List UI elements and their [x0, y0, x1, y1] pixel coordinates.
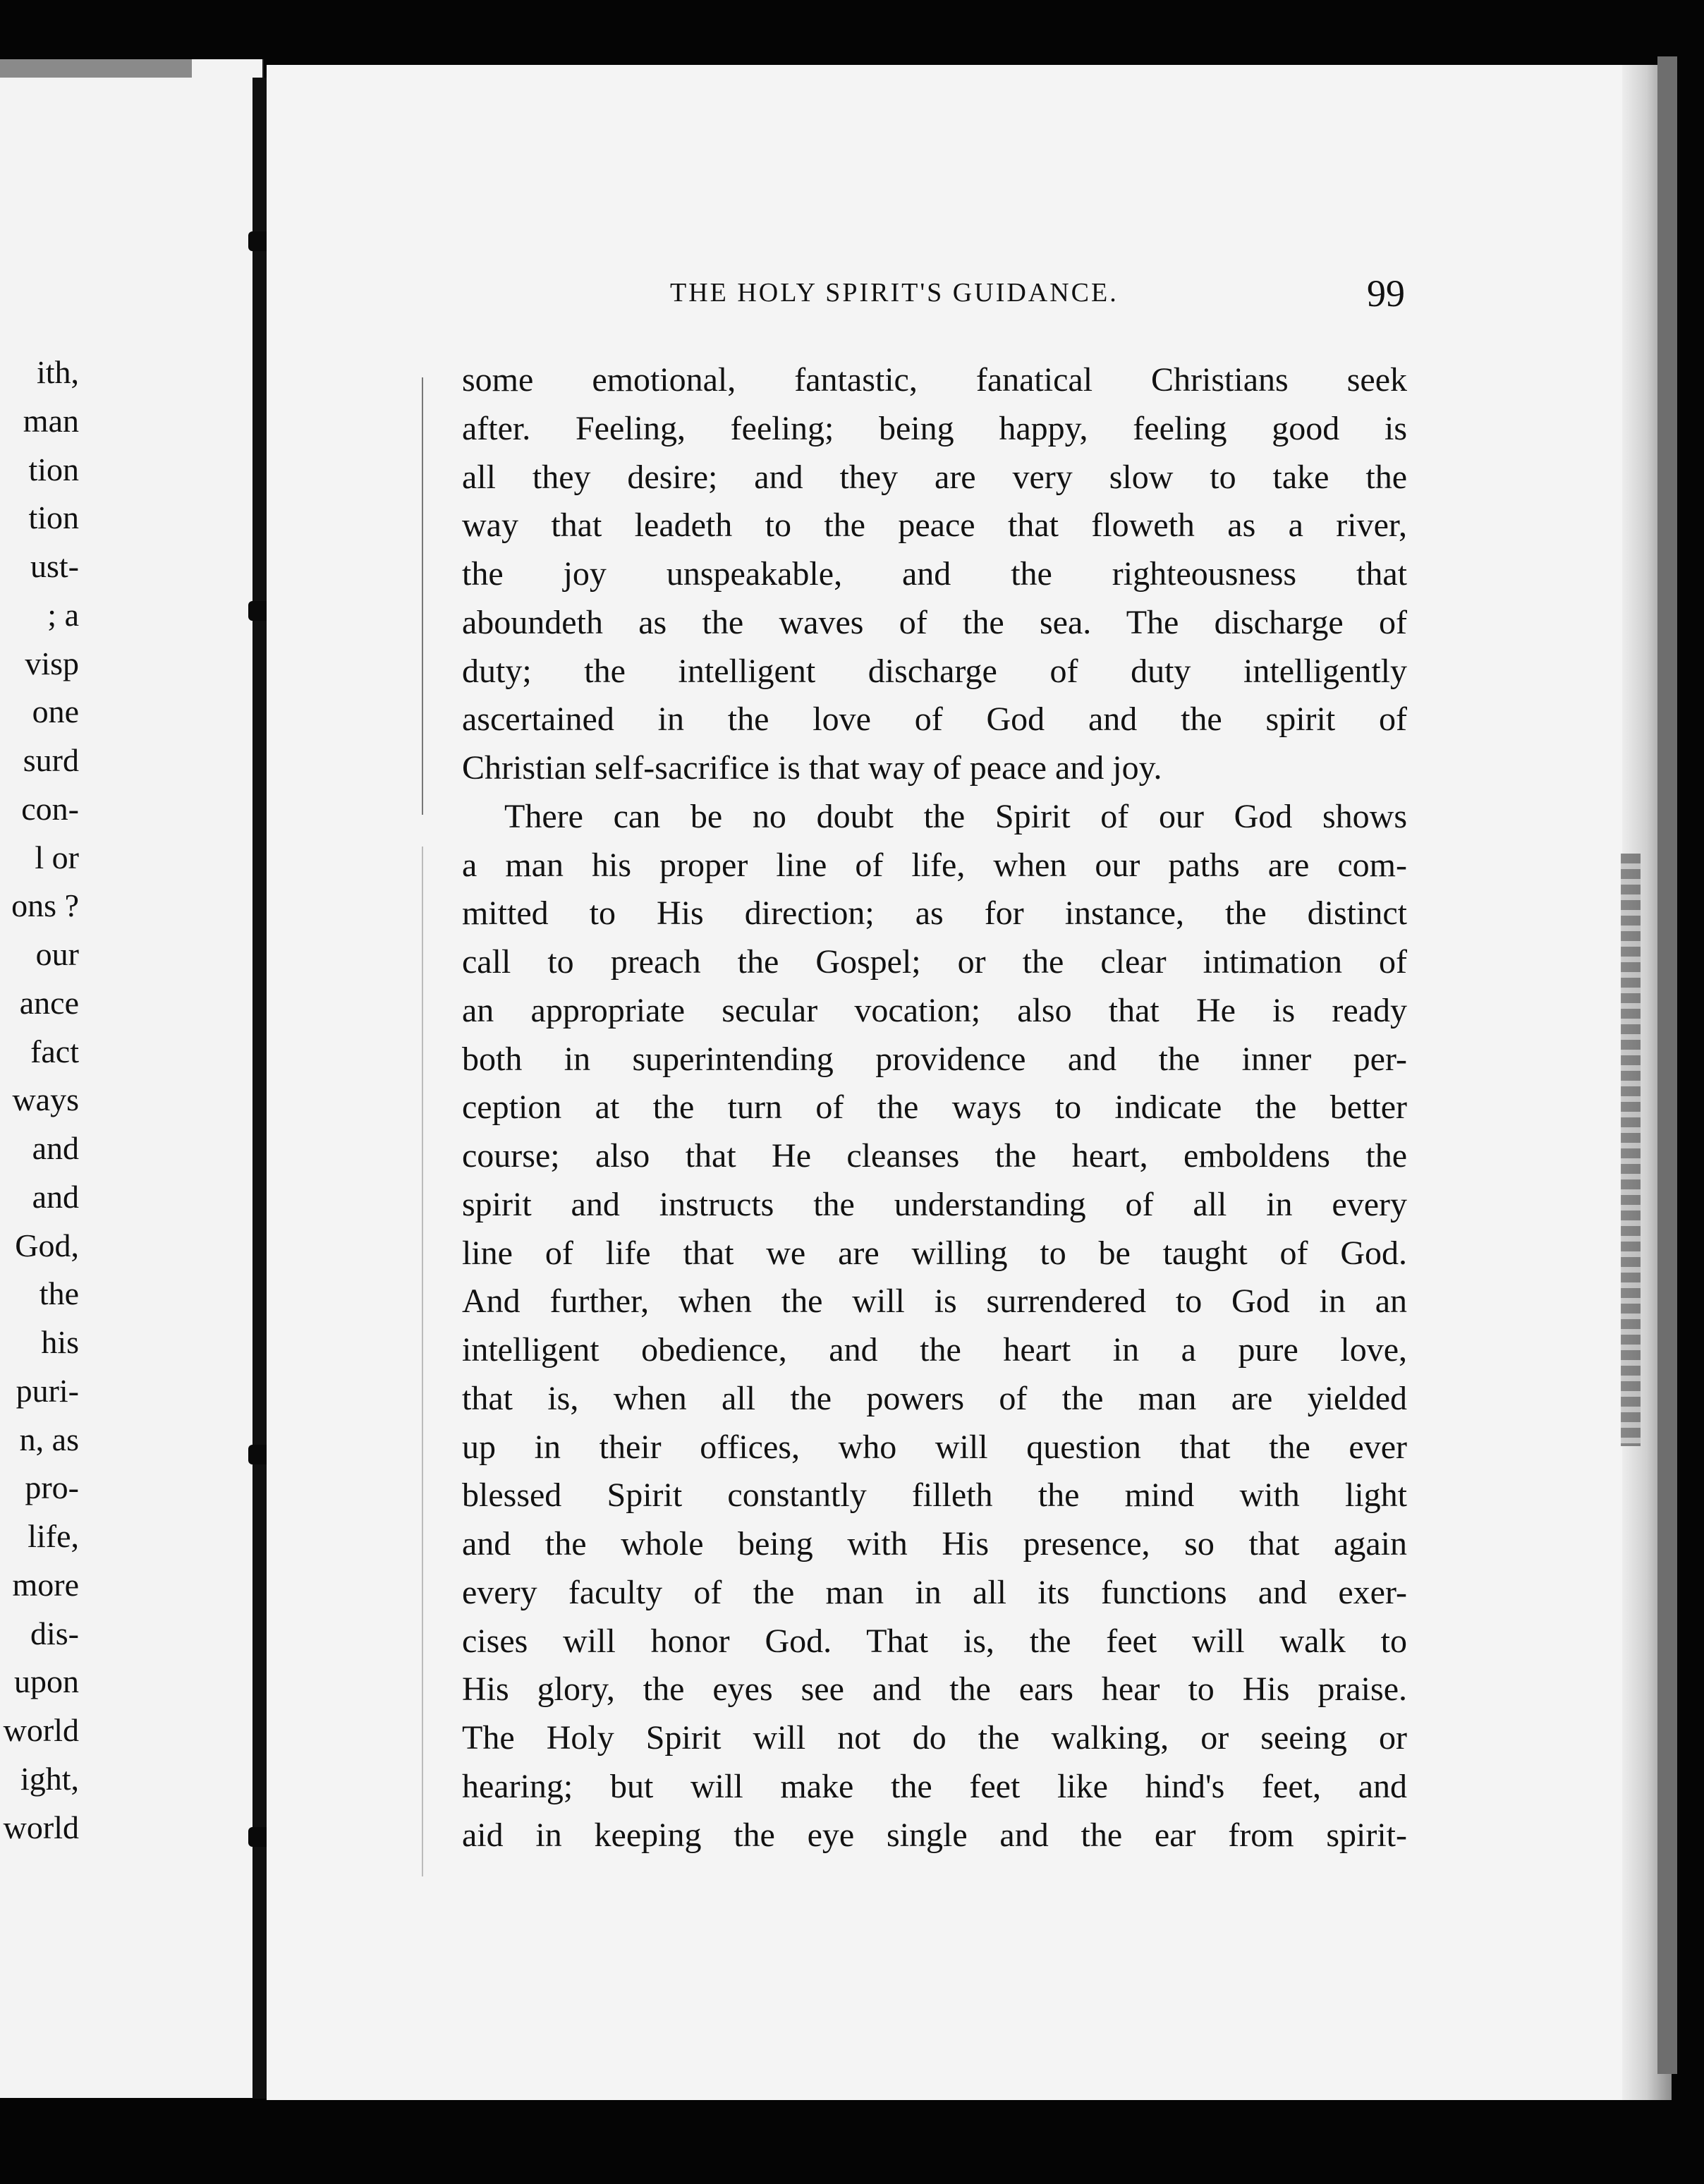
left-page-fragment: ight, [20, 1760, 79, 1797]
left-page-fragment: surd [23, 742, 79, 778]
text-line: aid in keeping the eye single and the ear from spirit- [462, 1816, 1407, 1854]
edge-stamp [1621, 854, 1641, 1446]
text-line: that is, when all the powers of the man are yielded [462, 1379, 1407, 1417]
left-page-fragment: more [12, 1566, 79, 1603]
left-page-fragment: world [3, 1809, 79, 1845]
text-line: a man his proper line of life, when our paths are com- [462, 846, 1407, 884]
body-text [462, 356, 1407, 1860]
left-page-fragment: n, as [19, 1421, 79, 1457]
left-page-fragment: man [23, 402, 79, 439]
left-page-fragment: dis- [30, 1615, 79, 1651]
text-line: The Holy Spirit will not do the walking, or seeing or [462, 1719, 1407, 1757]
text-line: and the whole being with His presence, so that again [462, 1525, 1407, 1563]
text-line: His glory, the eyes see and the ears hear to His praise. [462, 1670, 1407, 1709]
text-line: both in superintending providence and the inner per- [462, 1040, 1407, 1078]
left-page-fragment: visp [25, 645, 79, 681]
left-page-fragment: ance [19, 984, 79, 1021]
text-line: duty; the intelligent discharge of duty intelligently [462, 652, 1407, 690]
text-line: spirit and instructs the understanding of all in every [462, 1185, 1407, 1223]
left-page-fragment: and [32, 1178, 79, 1215]
text-line: all they desire; and they are very slow to take the [462, 458, 1407, 496]
text-line: an appropriate secular vocation; also that He is ready [462, 991, 1407, 1029]
book-block-edge [1657, 56, 1677, 2074]
left-page-fragment: puri- [16, 1372, 79, 1409]
text-line: aboundeth as the waves of the sea. The discharge of [462, 603, 1407, 641]
left-page-text-fragments [0, 59, 79, 2098]
left-page-fragment: God, [15, 1227, 79, 1263]
text-line: hearing; but will make the feet like hind's feet, and [462, 1767, 1407, 1805]
left-page-fragment: and [32, 1130, 79, 1166]
text-line: after. Feeling, feeling; being happy, feeling good is [462, 409, 1407, 447]
left-page-fragment: ; a [47, 596, 79, 633]
left-page-fragment: fact [30, 1033, 79, 1069]
text-line: line of life that we are willing to be taught of God. [462, 1234, 1407, 1272]
text-line: mitted to His direction; as for instance, the distinct [462, 894, 1407, 933]
margin-pencil-mark [422, 377, 423, 815]
left-page-fragment: one [32, 693, 79, 730]
left-page-fragment: the [39, 1275, 79, 1312]
text-line: There can be no doubt the Spirit of our God shows [504, 797, 1407, 835]
left-page-top-edge [0, 59, 192, 78]
left-page-fragment: pro- [25, 1469, 79, 1506]
text-line: And further, when the will is surrendered to God in an [462, 1282, 1407, 1321]
left-page [0, 59, 264, 2098]
left-page-fragment: ons ? [11, 887, 79, 924]
page-number: 99 [1367, 272, 1405, 315]
text-line: blessed Spirit constantly filleth the mind with light [462, 1476, 1407, 1515]
margin-pencil-mark [422, 847, 423, 1876]
left-page-fragment: tion [28, 499, 79, 536]
text-line: some emotional, fantastic, fanatical Christians seek [462, 361, 1407, 399]
text-line: Christian self-sacrifice is that way of peace and joy. [462, 749, 1162, 787]
left-page-fragment: world [3, 1712, 79, 1748]
left-page-fragment: ith, [36, 354, 79, 390]
left-page-fragment: ust- [30, 548, 79, 584]
left-page-fragment: life, [28, 1518, 79, 1554]
left-page-fragment: his [41, 1324, 79, 1360]
left-page-fragment: con- [21, 790, 79, 827]
text-line: intelligent obedience, and the heart in a pure love, [462, 1331, 1407, 1369]
left-page-fragment: ways [12, 1081, 79, 1118]
left-page-fragment: l or [35, 839, 79, 875]
text-line: course; also that He cleanses the heart, emboldens the [462, 1137, 1407, 1175]
text-line: call to preach the Gospel; or the clear intimation of [462, 943, 1407, 981]
left-page-fragment: our [35, 936, 79, 972]
text-line: ascertained in the love of God and the spirit of [462, 700, 1407, 739]
running-head: THE HOLY SPIRIT'S GUIDANCE. [670, 278, 1119, 308]
text-line: ception at the turn of the ways to indicate the better [462, 1088, 1407, 1127]
text-line: the joy unspeakable, and the righteousness that [462, 555, 1407, 593]
text-line: cises will honor God. That is, the feet will walk to [462, 1622, 1407, 1660]
book-gutter [252, 78, 267, 2099]
left-page-fragment: upon [14, 1663, 79, 1700]
text-line: up in their offices, who will question that the ever [462, 1428, 1407, 1466]
left-page-fragment: tion [28, 451, 79, 487]
text-line: way that leadeth to the peace that floweth as a river, [462, 506, 1407, 545]
text-line: every faculty of the man in all its functions and exer- [462, 1573, 1407, 1611]
